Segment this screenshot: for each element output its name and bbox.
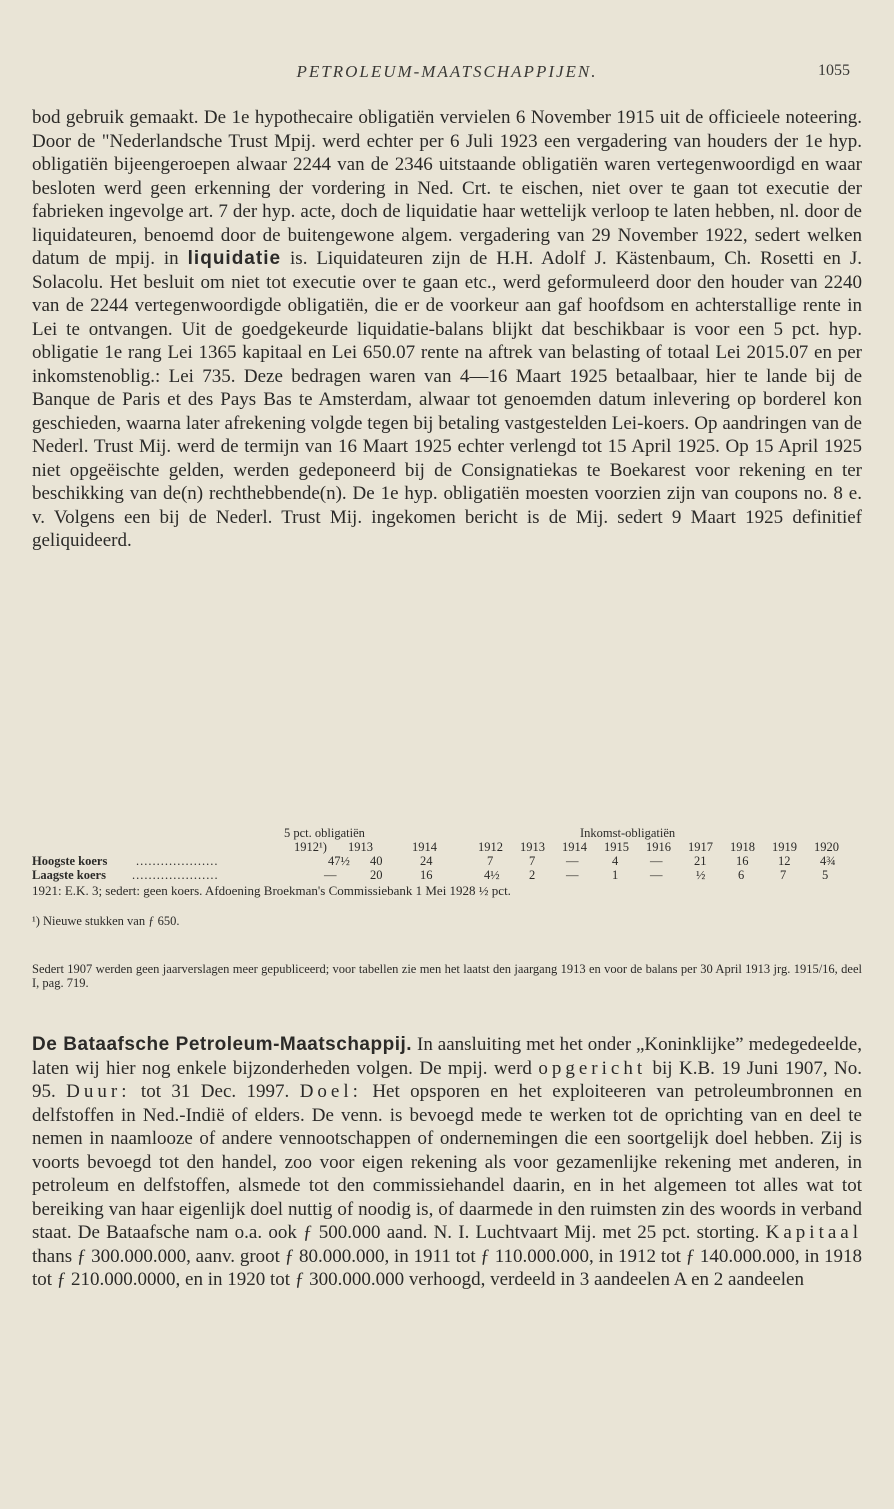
table-footnote: ¹) Nieuwe stukken van ƒ 650. <box>32 914 180 928</box>
company-title: De Bataafsche Petroleum-Maatschappij. <box>32 1034 413 1055</box>
table-cell: 4 <box>612 854 619 868</box>
table-cell: 7 <box>780 868 787 882</box>
table-year-headers <box>32 840 862 854</box>
table-note-1921: 1921: E.K. 3; sedert: geen koers. Afdoening Broekman's Commissiebank 1 Mei 1928 ½ pct. <box>32 883 511 898</box>
group2-title: Inkomst-obligatiën <box>580 826 676 840</box>
doel-label: Doel: <box>299 1081 362 1102</box>
running-title: PETROLEUM-MAATSCHAPPIJEN. <box>296 62 598 81</box>
koers-table <box>32 826 862 941</box>
table-cell: 1 <box>612 868 619 882</box>
liquidation-paragraph <box>32 106 862 553</box>
duur-text: tot 31 Dec. 1997. <box>130 1081 300 1102</box>
year-header: 1915 <box>604 840 629 854</box>
row-dots: .................... <box>136 854 219 868</box>
table-row <box>32 868 862 882</box>
page-header <box>0 62 894 88</box>
row-label: Laagste koers <box>32 868 106 882</box>
table-cell: 4½ <box>484 868 500 882</box>
kapitaal-text: thans ƒ 300.000.000, aanv. groot ƒ 80.000.000, in 1911 tot ƒ 110.000.000, in 1912 tot ƒ 140.000.000, in 1918 tot ƒ 210.000.0000, en in 1920 tot ƒ 300.000.000 verhoogd, verdeeld in 3 aandeelen A en 2 aandeelen <box>32 1245 862 1290</box>
liquidation-text-b: is. Liquidateuren zijn de H.H. Adolf J. Kästenbaum, Ch. Rosetti en J. Solacolu. Het besluit om niet tot executie over te gaan etc., werd geformuleerd door den houder van 2240 van de 2244 vertegenwoordigde obligatiën, die er de voorkeur aan gaf hoofdsom en achterstallige rente in Lei te ontvangen. Uit de goedgekeurde liquidatie-balans blijkt dat beschikbaar is voor een 5 pct. hyp. obligatie 1e rang Lei 1365 kapitaal en Lei 650.07 rente na aftrek van belasting of totaal Lei 2015.07 en per inkomstenoblig.: Lei 735. Deze bedragen waren van 4—16 Maart 1925 betaalbaar, hier te lande bij de Banque de Paris et des Pays Bas te Amsterdam, alwaar tot genoemden datum inlevering op borderel kon geschieden, waarna later afrekening volgde tegen bij betaling vastgestelden Lei-koers. Op aandringen van de Nederl. Trust Mij. werd de termijn van 16 Maart 1925 echter verlengd tot 15 April 1925. Op 15 April 1925 niet opgeëischte gelden, werden gedeponeerd bij de Consignatiekas te Boekarest voor rekening en ter beschikking van de(n) rechthebbende(n). De 1e hyp. obligatiën moesten voorzien zijn van coupons no. 8 e. v. Volgens een bij de Nederl. Trust Mij. ingekomen bericht is de Mij. sedert 9 Maart 1925 definitief geliquideerd. <box>32 248 862 551</box>
table-cell: — <box>566 868 579 882</box>
year-header: 1916 <box>646 840 671 854</box>
liquidation-text-a: bod gebruik gemaakt. De 1e hypothecaire obligatiën vervielen 6 November 1915 uit de officieele noteering. Door de "Nederlandsche Trust Mpij. werd echter per 6 Juli 1923 een vergadering van houders der 1e hyp. obligatiën bijeengeroepen alwaar 2244 van de 2346 uitstaande obligatiën waren vertegenwoordigd en waar besloten werd geen erkenning der vordering in Ned. Crt. te eischen, niet over te gaan tot executie der fabrieken ingevolge art. 7 der hyp. acte, doch de liquidatie haar wettelijk verloop te laten hebben, nl. door de liquidateuren, benoemd door de buitengewone algem. vergadering van 29 November 1922, sedert welken datum de mpij. in <box>32 107 862 269</box>
table-cell: 16 <box>736 854 749 868</box>
year-header: 1912 <box>478 840 503 854</box>
year-header: 1919 <box>772 840 797 854</box>
year-header: 1912¹) <box>294 840 327 854</box>
opgericht-label: opgericht <box>538 1057 647 1079</box>
table-cell: 40 <box>370 854 383 868</box>
table-cell: 2 <box>529 868 536 882</box>
liquidation-section <box>32 106 862 553</box>
year-header: 1913 <box>520 840 545 854</box>
row-label: Hoogste koers <box>32 854 108 868</box>
doel-text: Het opsporen en het exploiteeren van petroleumbronnen en delfstoffen in Ned.-Indië of elders. De venn. is bevoegd mede te werken tot de oprichting van en deel te nemen in naamlooze of andere vennootschappen of ondernemingen die een soortgelijk doel hebben. Zij is voorts bevoegd tot den handel, zoo voor eigen rekening als voor gezamenlijke rekening met anderen, in petroleum en delfstoffen, alsmede tot den commissiehandel daarin, en in het algemeen tot alles wat tot bereiking van haar eigenlijk doel nuttig of noodig is, of daarmede in den ruimsten zin des woords in verband staat. De Bataafsche nam o.a. ook ƒ 500.000 aand. N. I. Luchtvaart Mij. met 25 pct. storting. <box>32 1081 862 1243</box>
table-cell: 6 <box>738 868 745 882</box>
group1-title: 5 pct. obligatiën <box>284 826 365 840</box>
opgericht-text: bij K.B. 19 Juni 1907, No. 95. <box>32 1057 862 1102</box>
table-group-headers <box>32 826 862 840</box>
row-dots: ..................... <box>132 868 219 882</box>
table-row <box>32 854 862 868</box>
small-note-block <box>32 962 862 990</box>
duur-label: Duur: <box>66 1081 131 1102</box>
year-header: 1918 <box>730 840 755 854</box>
table-cell: — <box>650 868 663 882</box>
year-header: 1917 <box>688 840 713 854</box>
page-number: 1055 <box>818 62 850 79</box>
table-cell: ½ <box>696 868 706 882</box>
year-header: 1914 <box>562 840 587 854</box>
table-cell: 12 <box>778 854 791 868</box>
kapitaal-label: Kapitaal <box>765 1222 862 1243</box>
table-cell: 4¾ <box>820 854 836 868</box>
year-header: 1914 <box>412 840 437 854</box>
small-note: Sedert 1907 werden geen jaarverslagen meer gepubliceerd; voor tabellen zie men het laatst den jaargang 1913 en voor de balans per 30 April 1913 jrg. 1915/16, deel I, pag. 719. <box>32 962 862 990</box>
year-header: 1920 <box>814 840 839 854</box>
table-cell: — <box>566 854 579 868</box>
table-cell: — <box>324 868 337 882</box>
table-cell: 47½ <box>328 854 350 868</box>
bataafsche-paragraph <box>32 1033 862 1292</box>
intro-text: In aansluiting met het onder „Koninklijke” medegedeelde, laten wij hier nog enkele bijzonderheden volgen. De mpij. werd <box>32 1034 862 1079</box>
table-cell: 24 <box>420 854 433 868</box>
liquidatie-keyword: liquidatie <box>187 248 282 269</box>
year-header: 1913 <box>348 840 373 854</box>
table-cell: 7 <box>487 854 494 868</box>
table-cell: 21 <box>694 854 707 868</box>
table-cell: 20 <box>370 868 383 882</box>
bataafsche-section <box>32 1033 862 1292</box>
table-cell: — <box>650 854 663 868</box>
table-cell: 5 <box>822 868 829 882</box>
table-cell: 16 <box>420 868 433 882</box>
table-cell: 7 <box>529 854 536 868</box>
